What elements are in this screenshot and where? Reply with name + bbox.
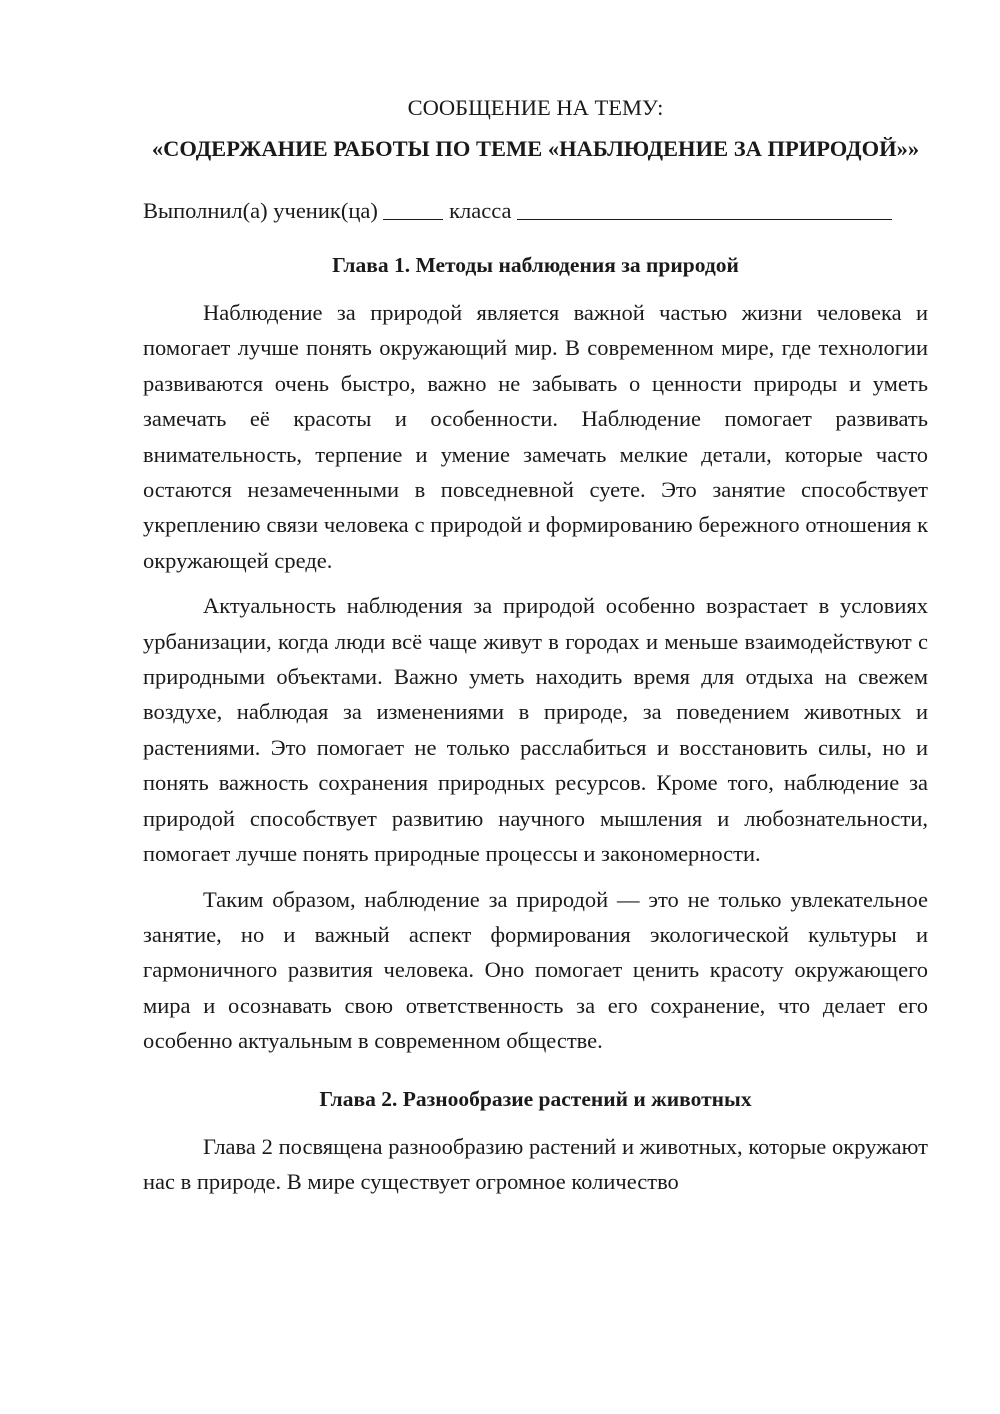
chapter-1-paragraph-1: Наблюдение за природой является важной частью жизни человека и помогает лучше понять окружающий мир. В современном мире, где технологии развиваются очень быстро, важно не забывать о ценности природы и уметь замечать её красоты и особенности. Наблюдение помогает развивать внимательность, терпение и умение замечать мелкие детали, которые часто остаются незамеченными в повседневной суете. Это занятие способствует укреплению связи человека с природой и формированию бережного отношения к окружающей среде. xyxy=(143,300,928,573)
chapter-1-paragraph-2: Актуальность наблюдения за природой особенно возрастает в условиях урбанизации, когда люди всё чаще живут в городах и меньше взаимодействуют с природными объектами. Важно уметь находить время для отдыха на свежем воздухе, наблюдая за изменениями в природе, за поведением животных и растениями. Это помогает не только расслабиться и восстановить силы, но и понять важность сохранения природных ресурсов. Кроме того, наблюдение за природой способствует развитию научного мышления и любознательности, помогает лучше понять природные процессы и закономерности. xyxy=(143,593,928,867)
author-prefix: Выполнил(а) ученик(ца) xyxy=(143,198,378,223)
author-class-label: класса xyxy=(449,198,512,223)
author-line xyxy=(143,193,928,229)
chapter-1-title: Глава 1. Методы наблюдения за природой xyxy=(332,253,739,277)
document-page xyxy=(143,90,928,1209)
author-name-blank xyxy=(517,197,892,220)
chapter-2-paragraph-1: Глава 2 посвящена разнообразию растений и животных, которые окружают нас в природе. В мире существует огромное количество xyxy=(143,1133,928,1194)
chapter-2-title: Глава 2. Разнообразие растений и животных xyxy=(319,1086,752,1111)
document-heading: СООБЩЕНИЕ НА ТЕМУ: xyxy=(407,95,664,120)
chapter-1-paragraph-3: Таким образом, наблюдение за природой — это не только увлекательное занятие, но и важный аспект формирования экологической культуры и гармоничного развития человека. Оно помогает ценить красоту окружающего мира и осознавать свою ответственность за его сохранение, что делает его особенно актуальным в современном обществе. xyxy=(143,886,928,1054)
class-number-blank xyxy=(383,197,443,220)
document-topic-title: «СОДЕРЖАНИЕ РАБОТЫ ПО ТЕМЕ «НАБЛЮДЕНИЕ ЗА ПРИРОДОЙ»» xyxy=(151,136,920,161)
